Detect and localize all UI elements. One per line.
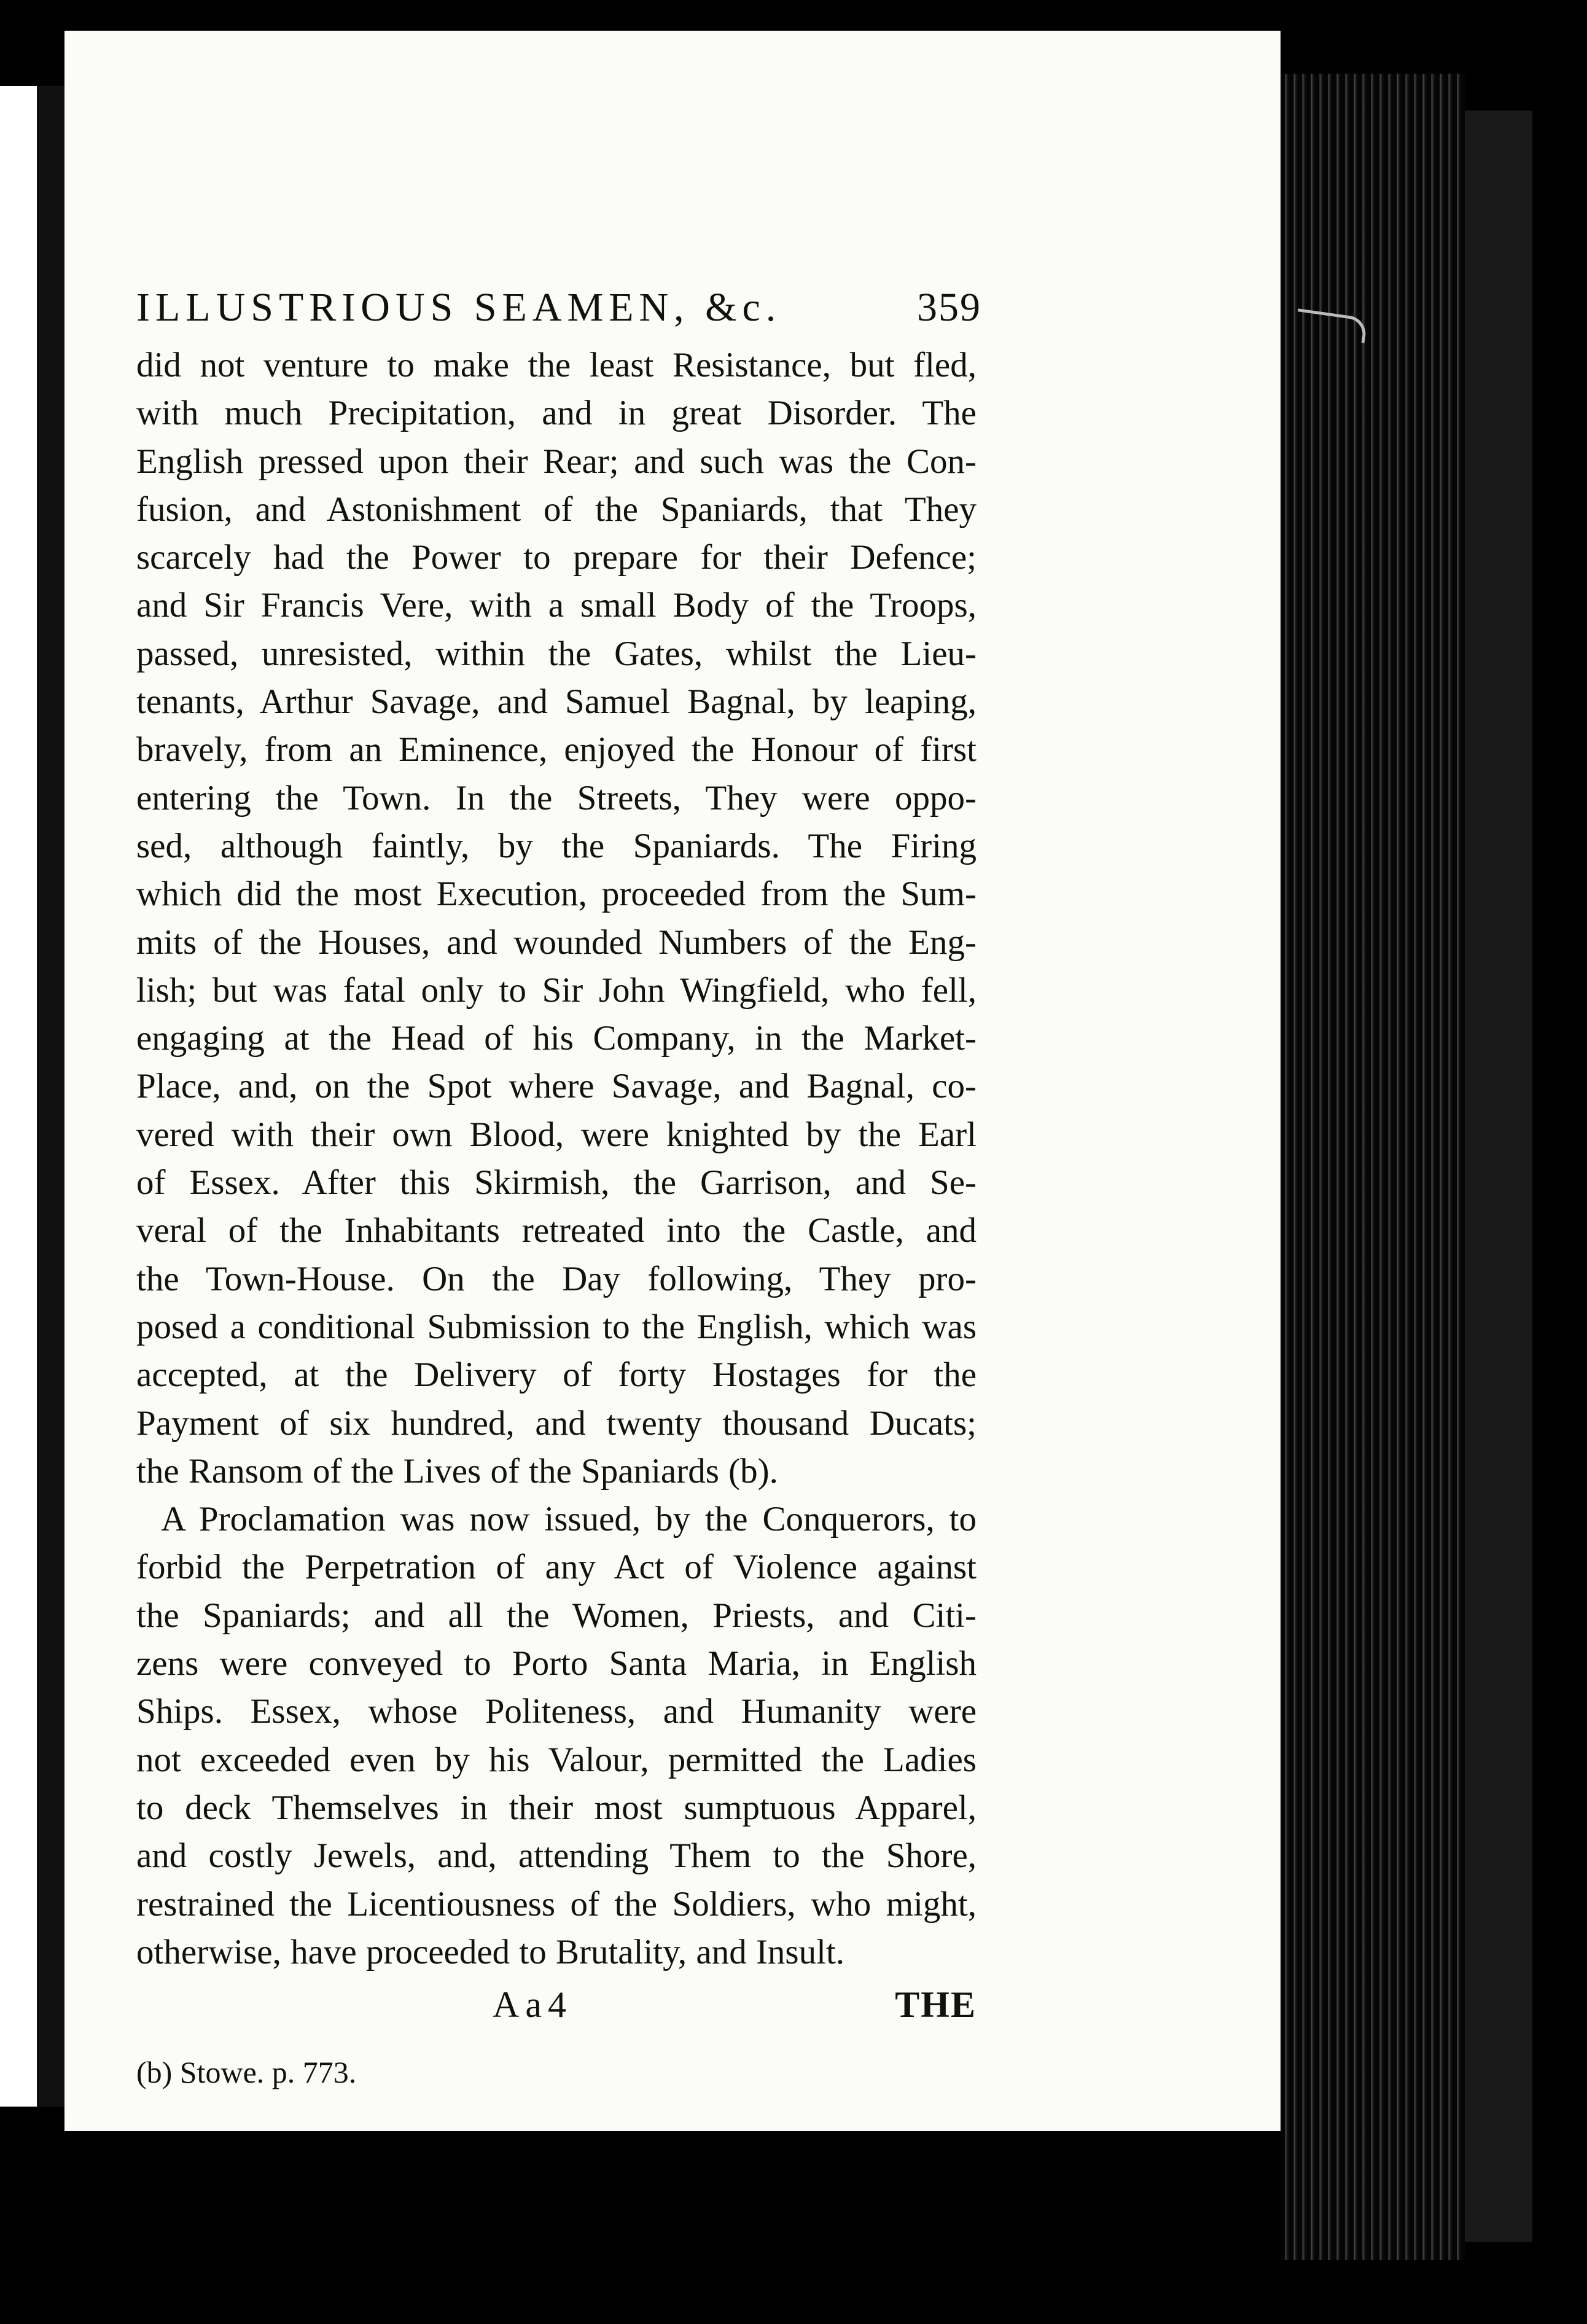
text-line: restrained the Licentiousness of the Soldiers, who might,: [136, 1884, 977, 1924]
running-head: [136, 274, 981, 341]
text-line: the Spaniards; and all the Women, Priests, and Citi-: [136, 1596, 977, 1635]
footnote: (b) Stowe. p. 773.: [136, 2055, 357, 2090]
text-line: forbid the Perpetration of any Act of Violence against: [136, 1548, 977, 1587]
page-edges-stack: [1281, 74, 1465, 2260]
text-line: the Town-House. On the Day following, They pro-: [136, 1259, 977, 1298]
text-line: of Essex. After this Skirmish, the Garrison, and Se-: [136, 1163, 977, 1203]
text-line: otherwise, have proceeded to Brutality, and Insult.: [136, 1932, 845, 1971]
text-line: to deck Themselves in their most sumptuous Apparel,: [136, 1788, 977, 1827]
text-block: [136, 274, 981, 2097]
text-line: Payment of six hundred, and twenty thousand Ducats;: [136, 1403, 977, 1443]
text-line: English pressed upon their Rear; and such was the Con-: [136, 442, 977, 481]
running-head-title: ILLUSTRIOUS SEAMEN, &c.: [136, 285, 782, 330]
text-line: vered with their own Blood, were knighted by the Earl: [136, 1115, 977, 1154]
text-line: zens were conveyed to Porto Santa Maria, in English: [136, 1644, 977, 1683]
text-line: engaging at the Head of his Company, in the Market-: [136, 1019, 977, 1058]
text-line: and costly Jewels, and, attending Them to the Shore,: [136, 1836, 977, 1876]
text-line: passed, unresisted, within the Gates, whilst the Lieu-: [136, 634, 977, 673]
text-line: the Ransom of the Lives of the Spaniards (b).: [136, 1451, 778, 1491]
text-line: posed a conditional Submission to the English, which was: [136, 1307, 977, 1346]
book-cover-edge: [1465, 111, 1532, 2242]
text-line: lish; but was fatal only to Sir John Wingfield, who fell,: [136, 970, 977, 1010]
catchword: THE: [895, 1984, 977, 2026]
text-line: bravely, from an Eminence, enjoyed the Honour of first: [136, 730, 977, 770]
text-line: not exceeded even by his Valour, permitted the Ladies: [136, 1740, 977, 1779]
catchline: [136, 1976, 977, 2033]
text-line: veral of the Inhabitants retreated into the Castle, and: [136, 1211, 977, 1250]
text-line: fusion, and Astonishment of the Spaniards, that They: [136, 489, 977, 529]
facing-page-edge: [0, 86, 37, 2107]
text-line: A Proclamation was now issued, by the Conquerors, to: [161, 1500, 977, 1539]
text-line: Place, and, on the Spot where Savage, and Bagnal, co-: [136, 1067, 977, 1106]
book-gutter: [37, 86, 64, 2107]
text-line: tenants, Arthur Savage, and Samuel Bagnal, by leaping,: [136, 682, 977, 722]
text-line: and Sir Francis Vere, with a small Body of the Troops,: [136, 586, 977, 625]
text-line: scarcely had the Power to prepare for their Defence;: [136, 538, 977, 577]
text-line: accepted, at the Delivery of forty Hostages for the: [136, 1355, 977, 1395]
text-line: which did the most Execution, proceeded from the Sum-: [136, 875, 977, 914]
text-line: did not venture to make the least Resistance, but fled,: [136, 346, 977, 384]
text-line: Ships. Essex, whose Politeness, and Humanity were: [136, 1692, 977, 1731]
text-line: mits of the Houses, and wounded Numbers of the Eng-: [136, 922, 977, 962]
text-line: with much Precipitation, and in great Disorder. The: [136, 394, 977, 433]
text-line: sed, although faintly, by the Spaniards. The Firing: [136, 826, 977, 865]
signature-mark: Aa4: [493, 1984, 572, 2026]
page-number: 359: [917, 285, 981, 330]
text-line: entering the Town. In the Streets, They were oppo-: [136, 778, 977, 817]
body-text: [136, 341, 977, 1976]
